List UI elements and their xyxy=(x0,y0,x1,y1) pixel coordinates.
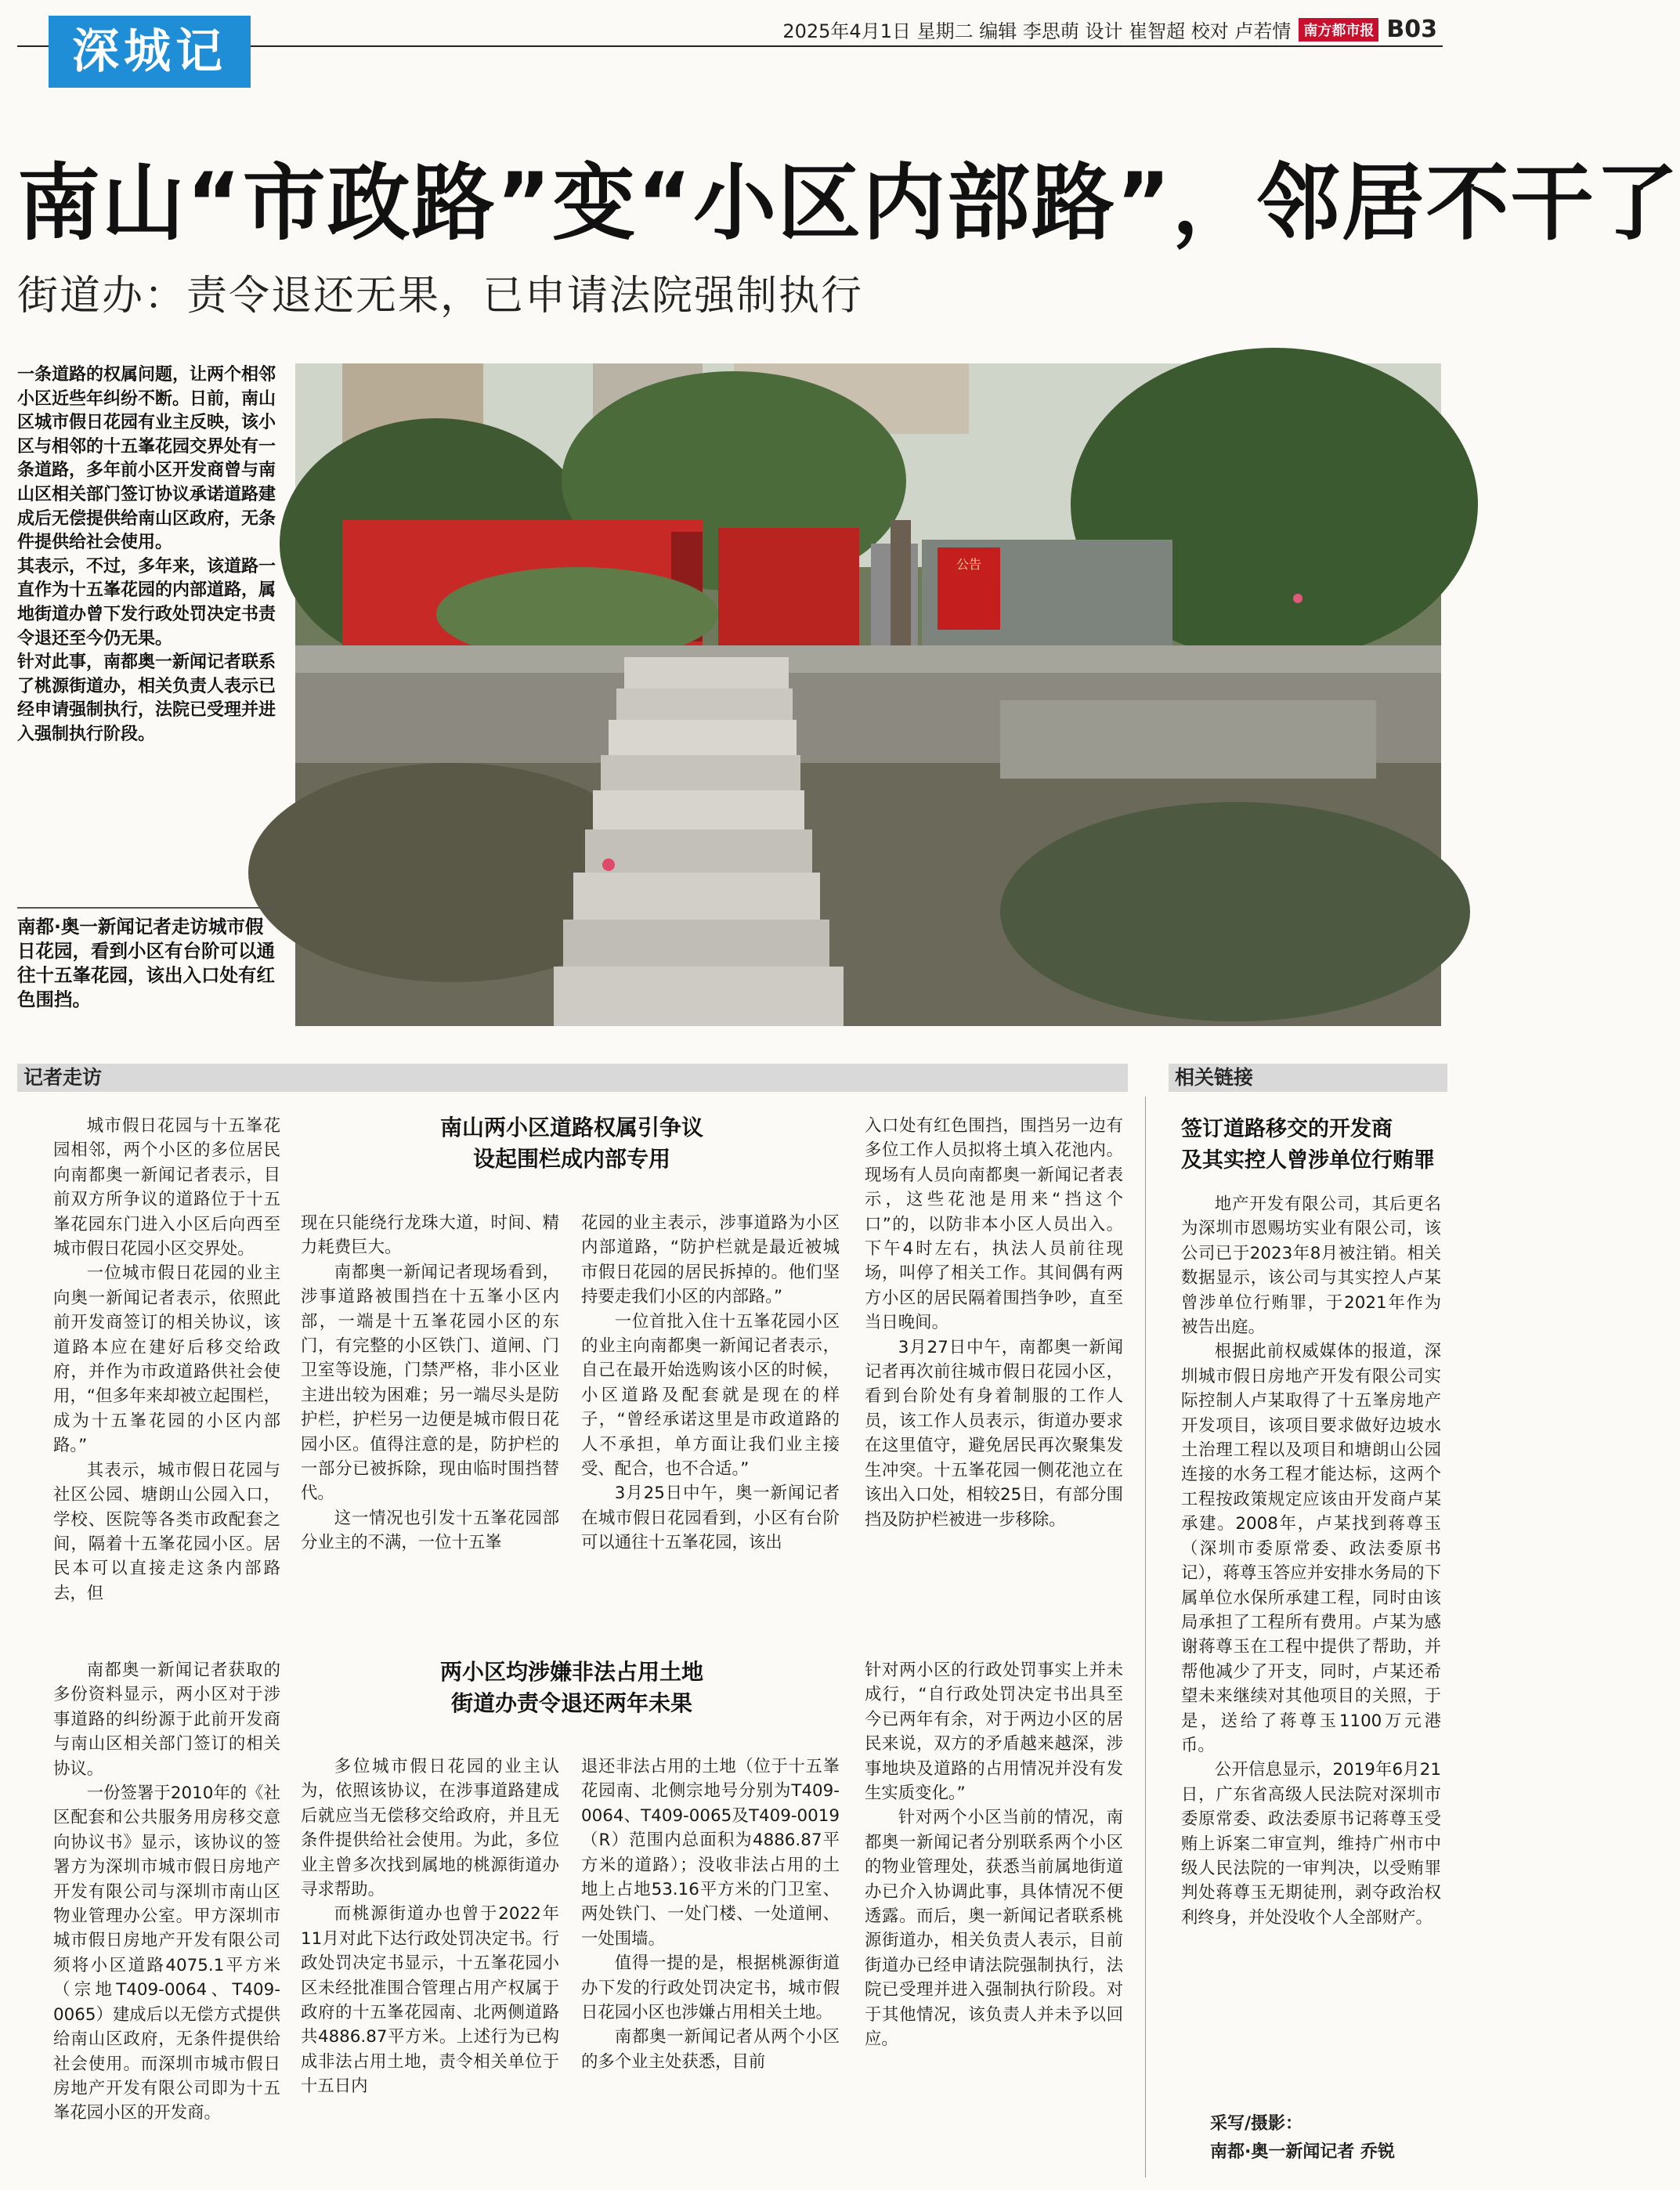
paragraph: 现在只能绕行龙珠大道，时间、精力耗费巨大。 xyxy=(301,1213,559,1258)
subheading-1 xyxy=(305,1112,838,1175)
brand-logo: 南方都市报 xyxy=(1299,18,1378,42)
paragraph: 根据此前权威媒体的报道，深圳城市假日房地产开发有限公司实际控制人卢某取得了十五峯房地产开发项目，该项目要求做好边坡水土治理工程以及项目和塘朗山公园连接的水务工程才能达标，这两个工程按政策规定应该由开发商卢某承建。2008年，卢某找到蒋尊玉（深圳市委原常委、政法委原书记），蒋尊玉答应并安排水务局的下属单位水保所承建工程，同时由该局承担了工程所有费用。卢某为感谢蒋尊玉在工程中提供了帮助，并帮他减少了开支，同时，卢某还希望未来继续对其他项目的关照，于是，送给了蒋尊玉1100万元港币。 xyxy=(1181,1342,1441,1755)
subheading-1-line: 南山两小区道路权属引争议 xyxy=(439,1115,703,1140)
byline-name: 南都·奥一新闻记者 乔锐 xyxy=(1210,2142,1396,2162)
page-number: B03 xyxy=(1386,16,1437,43)
paragraph: 南都奥一新闻记者获取的多份资料显示，两小区对于涉事道路的纠纷源于此前开发商与南山区相关部门签订的相关协议。 xyxy=(53,1661,280,1779)
lead-para: 一条道路的权属问题，让两个相邻小区近些年纠纷不断。日前，南山区城市假日花园有业主反映，该小区与相邻的十五峯花园交界处有一条道路，多年前小区开发商曾与南山区相关部门签订协议承诺道路建成后无偿提供给南山区政府，无条件提供给社会使用。 xyxy=(17,365,276,553)
section-bar-related: 相关链接 xyxy=(1169,1064,1447,1092)
lead-para: 其表示，不过，多年来，该道路一直作为十五峯花园的内部道路，属地街道办曾下发行政处罚决定书责令退还至今仍无果。 xyxy=(17,556,276,649)
subheadline: 街道办：责令退还无果，已申请法院强制执行 xyxy=(17,273,864,320)
paragraph: 南都奥一新闻记者现场看到，涉事道路被围挡在十五峯小区内部，一端是十五峯花园小区的东门，有完整的小区铁门、道闸、门卫室等设施，门禁严格，非小区业主进出较为困难；另一端尽头是防护栏，护栏另一边便是城市假日花园小区。值得注意的是，防护栏的一部分已被拆除，现由临时围挡替代。 xyxy=(301,1262,559,1504)
paragraph: 一位城市假日花园的业主向奥一新闻记者表示，依照此前开发商签订的相关协议，该道路本应在建好后移交给政府，并作为市政道路供社会使用，“但多年来却被立起围栏，成为十五峯花园的小区内部路。” xyxy=(53,1263,280,1456)
column-4-bottom xyxy=(865,1658,1123,2052)
byline xyxy=(1210,2110,1445,2167)
paragraph: 入口处有红色围挡，围挡另一边有多位工作人员拟将土填入花池内。现场有人员向南都奥一新闻记者表示，这些花池是用来“挡这个口”的，以防非本小区人员出入。下午4时左右，执法人员前往现场，叫停了相关工作。其间偶有两方小区的居民隔着围挡争吵，直至当日晚间。 xyxy=(865,1116,1123,1333)
section-logo: 深城记 xyxy=(49,16,251,88)
photo-caption: 南都·奥一新闻记者走访城市假日花园，看到小区有台阶可以通往十五峯花园，该出入口处有红色围挡。 xyxy=(17,907,276,1012)
column-2-bottom xyxy=(301,1755,559,2099)
related-title-line: 及其实控人曾涉单位行贿罪 xyxy=(1181,1148,1435,1173)
paragraph: 针对两小区的行政处罚事实上并未成行，“自行政处罚决定书出具至今已两年有余，对于两边小区的居民来说，双方的矛盾越来越深，涉事地块及道路的占用情况并没有发生实质变化。” xyxy=(865,1661,1123,1804)
paragraph: 值得一提的是，根据桃源街道办下发的行政处罚决定书，城市假日花园小区也涉嫌占用相关土地。 xyxy=(581,1953,840,2023)
page-info xyxy=(782,16,1437,43)
paragraph: 针对两个小区当前的情况，南都奥一新闻记者分别联系两个小区的物业管理处，获悉当前属地街道办已介入协调此事，具体情况不便透露。而后，奥一新闻记者联系桃源街道办，相关负责人表示，目前街道办已经申请法院强制执行，法院已受理并进入强制执行阶段。对于其他情况，该负责人并未予以回应。 xyxy=(865,1808,1123,2050)
paragraph: 退还非法占用的土地（位于十五峯花园南、北侧宗地号分别为T409-0064、T409-0065及T409-0019（R）范围内总面积为4886.87平方米的道路）；没收非法占用的土地上占地53.16平方米的门卫室、两处铁门、一处门楼、一处道闸、一处围墙。 xyxy=(581,1757,840,1949)
paragraph: 公开信息显示，2019年6月21日，广东省高级人民法院对深圳市委原常委、政法委原书记蒋尊玉受贿上诉案二审宣判，维持广州市中级人民法院的一审判决，以受贿罪判处蒋尊玉无期徒刑，剥夺政治权利终身，并处没收个人全部财产。 xyxy=(1181,1760,1441,1928)
subheading-1-line: 设起围栏成内部专用 xyxy=(472,1146,670,1172)
subheading-2 xyxy=(305,1657,838,1719)
paragraph: 花园的业主表示，涉事道路为小区内部道路，“防护栏就是最近被城市假日花园的居民拆掉的。他们坚持要走我们小区的内部路。” xyxy=(581,1213,840,1307)
news-photo xyxy=(295,363,1441,1026)
column-1-bottom xyxy=(53,1658,280,2126)
paragraph: 这一情况也引发十五峯花园部分业主的不满，一位十五峯 xyxy=(301,1508,559,1553)
paragraph: 而桃源街道办也曾于2022年11月对此下达行政处罚决定书。行政处罚决定书显示，十五峯花园小区未经批准围合管理占用产权属于政府的十五峯花园南、北两侧道路共4886.87平方米。上述行为已构成非法占用土地，责令相关单位于十五日内 xyxy=(301,1904,559,2097)
paragraph: 地产开发有限公司，其后更名为深圳市恩赐坊实业有限公司，该公司已于2023年8月被注销。相关数据显示，该公司与其实控人卢某曾涉单位行贿罪，于2021年作为被告出庭。 xyxy=(1181,1194,1441,1338)
paragraph: 3月25日中午，奥一新闻记者在城市假日花园看到，小区有台阶可以通往十五峯花园，该出 xyxy=(581,1483,840,1553)
subheading-2-line: 街道办责令退还两年未果 xyxy=(450,1690,692,1716)
section-bar-report: 记者走访 xyxy=(17,1064,1128,1092)
related-title-line: 签订道路移交的开发商 xyxy=(1181,1117,1393,1141)
paragraph: 其表示，城市假日花园与社区公园、塘朗山公园入口，学校、医院等各类市政配套之间，隔着十五峯花园小区。居民本可以直接走这条内部路去，但 xyxy=(53,1460,280,1603)
lead-paragraphs xyxy=(17,363,276,747)
column-divider xyxy=(1145,1097,1146,2177)
column-2-top xyxy=(301,1211,559,1556)
column-3-top xyxy=(581,1211,840,1556)
notice-sign-text: 公告 xyxy=(956,557,982,572)
paragraph: 一位首批入住十五峯花园小区的业主向南都奥一新闻记者表示，自己在最开始选购该小区的时候，小区道路及配套就是现在的样子，“曾经承诺这里是市政道路的人不承担，单方面让我们业主接受、配合，也不合适。” xyxy=(581,1311,840,1480)
subheading-2-line: 两小区均涉嫌非法占用土地 xyxy=(439,1659,703,1685)
date-editor-line: 2025年4月1日 星期二 编辑 李思萌 设计 崔智超 校对 卢若情 xyxy=(782,20,1292,42)
paragraph: 3月27日中午，南都奥一新闻记者再次前往城市假日花园小区，看到台阶处有身着制服的工作人员，该工作人员表示，街道办要求在这里值守，避免居民再次聚集发生冲突。十五峯花园一侧花池立在该出入口处，相较25日，有部分围挡及防护栏被进一步移除。 xyxy=(865,1337,1123,1530)
column-3-bottom xyxy=(581,1755,840,2074)
paragraph: 一份签署于2010年的《社区配套和公共服务用房移交意向协议书》显示，该协议的签署方为深圳市城市假日房地产开发有限公司与深圳市南山区物业管理办公室。甲方深圳市城市假日房地产开发有限公司须将小区道路4075.1平方米（宗地T409-0064、T409-0065）建成后以无偿方式提供给南山区政府，无条件提供给社会使用。而深圳市城市假日房地产开发有限公司即为十五峯花园小区的开发商。 xyxy=(53,1783,280,2123)
related-title xyxy=(1181,1114,1440,1176)
paragraph: 南都奥一新闻记者从两个小区的多个业主处获悉，目前 xyxy=(581,2027,840,2072)
column-1-top xyxy=(53,1114,280,1606)
byline-label: 采写/摄影： xyxy=(1210,2114,1303,2134)
paragraph: 多位城市假日花园的业主认为，依照该协议，在涉事道路建成后就应当无偿移交给政府，并且无条件提供给社会使用。为此，多位业主曾多次找到属地的桃源街道办寻求帮助。 xyxy=(301,1757,559,1900)
column-4-top xyxy=(865,1114,1123,1532)
lead-para: 针对此事，南都奥一新闻记者联系了桃源街道办，相关负责人表示已经申请强制执行，法院已受理并进入强制执行阶段。 xyxy=(17,652,276,744)
paragraph: 城市假日花园与十五峯花园相邻，两个小区的多位居民向南都奥一新闻记者表示，目前双方所争议的道路位于十五峯花园东门进入小区后向西至城市假日花园小区交界处。 xyxy=(53,1116,280,1259)
headline: 南山“市政路”变“小区内部路”，邻居不干了 xyxy=(17,155,1680,251)
related-body xyxy=(1181,1192,1441,1930)
